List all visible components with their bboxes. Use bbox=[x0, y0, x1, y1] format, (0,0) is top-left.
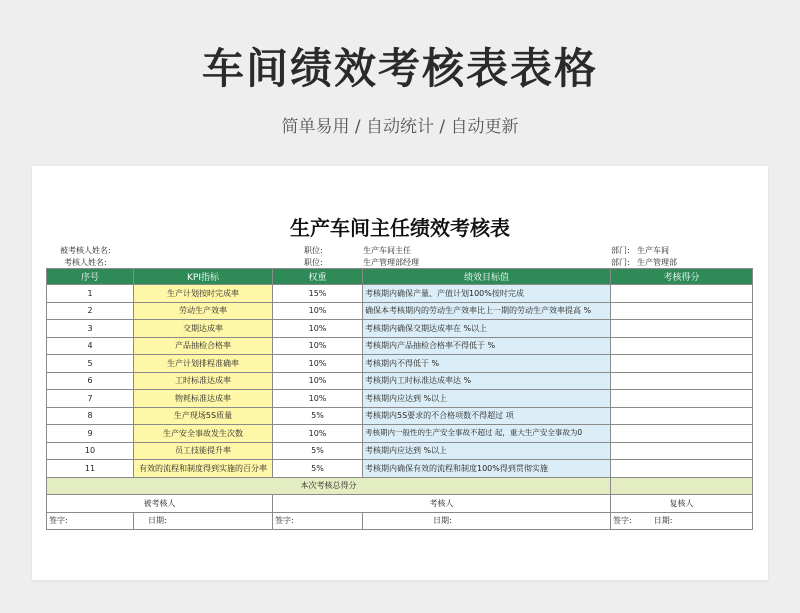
table-row bbox=[47, 442, 753, 460]
table-row bbox=[47, 337, 753, 355]
row-kpi[interactable]: 交期达成率 bbox=[134, 320, 273, 338]
row-kpi[interactable]: 物耗标准达成率 bbox=[134, 390, 273, 408]
row-kpi[interactable]: 工时标准达成率 bbox=[134, 372, 273, 390]
row-kpi[interactable]: 生产现场5S质量 bbox=[134, 407, 273, 425]
col-header-no: 序号 bbox=[47, 269, 134, 285]
dept-value-1: 生产车间 bbox=[637, 246, 669, 255]
table-row bbox=[47, 425, 753, 443]
row-score[interactable] bbox=[611, 460, 753, 478]
table-row bbox=[47, 285, 753, 303]
reviewer-sign-label: 签字: bbox=[613, 516, 632, 526]
row-weight[interactable]: 5% bbox=[273, 460, 363, 478]
reviewer-date-label: 日期: bbox=[653, 516, 673, 526]
sheet-title: 生产车间主任绩效考核表 bbox=[290, 216, 510, 240]
assessor-sign-label[interactable]: 签字: bbox=[273, 512, 363, 530]
position-value-2: 生产管理部经理 bbox=[363, 258, 419, 267]
total-score-label: 本次考核总得分 bbox=[47, 477, 611, 495]
row-kpi[interactable]: 生产计划按时完成率 bbox=[134, 285, 273, 303]
assessor-name-label: 考核人姓名: bbox=[64, 258, 107, 267]
position-label-1: 职位: bbox=[304, 246, 323, 255]
row-target[interactable]: 考核期内工时标准达成率达 % bbox=[363, 372, 611, 390]
row-kpi[interactable]: 生产安全事故发生次数 bbox=[134, 425, 273, 443]
row-target[interactable]: 考核期内一般性的生产安全事故不超过 起，重大生产安全事故为0 bbox=[363, 425, 611, 443]
col-header-kpi: KPI指标 bbox=[134, 269, 273, 285]
row-score[interactable] bbox=[611, 442, 753, 460]
row-no[interactable]: 10 bbox=[47, 442, 134, 460]
kpi-table bbox=[46, 268, 753, 530]
page-title: 车间绩效考核表表格 bbox=[201, 44, 598, 93]
table-row bbox=[47, 407, 753, 425]
col-header-score: 考核得分 bbox=[611, 269, 753, 285]
assessor-date-label[interactable]: 日期: bbox=[363, 512, 611, 530]
row-score[interactable] bbox=[611, 285, 753, 303]
row-score[interactable] bbox=[611, 390, 753, 408]
row-kpi[interactable]: 有效的流程和制度得到实施的百分率 bbox=[134, 460, 273, 478]
row-score[interactable] bbox=[611, 302, 753, 320]
row-kpi[interactable]: 劳动生产效率 bbox=[134, 302, 273, 320]
row-target[interactable]: 考核期内不得低于 % bbox=[363, 355, 611, 373]
table-row bbox=[47, 302, 753, 320]
row-target[interactable]: 考核期内应达到 %以上 bbox=[363, 442, 611, 460]
reviewer-sign-date[interactable] bbox=[611, 512, 753, 530]
row-no[interactable]: 6 bbox=[47, 372, 134, 390]
row-weight[interactable]: 10% bbox=[273, 355, 363, 373]
row-score[interactable] bbox=[611, 425, 753, 443]
row-weight[interactable]: 5% bbox=[273, 442, 363, 460]
row-no[interactable]: 11 bbox=[47, 460, 134, 478]
assessee-name-label: 被考核人姓名: bbox=[60, 246, 111, 255]
row-score[interactable] bbox=[611, 320, 753, 338]
row-weight[interactable]: 15% bbox=[273, 285, 363, 303]
table-row bbox=[47, 320, 753, 338]
page-subtitle: 简单易用 / 自动统计 / 自动更新 bbox=[281, 117, 519, 137]
dept-label-1: 部门: bbox=[611, 246, 630, 255]
position-value-1: 生产车间主任 bbox=[363, 246, 411, 255]
assessor-role: 考核人 bbox=[273, 495, 611, 513]
total-score-value[interactable] bbox=[611, 477, 753, 495]
position-label-2: 职位: bbox=[304, 258, 323, 267]
assessee-role: 被考核人 bbox=[47, 495, 273, 513]
row-score[interactable] bbox=[611, 337, 753, 355]
table-header-row bbox=[47, 269, 753, 285]
row-weight[interactable]: 5% bbox=[273, 407, 363, 425]
row-no[interactable]: 2 bbox=[47, 302, 134, 320]
col-header-target: 绩效目标值 bbox=[363, 269, 611, 285]
table-row bbox=[47, 355, 753, 373]
row-weight[interactable]: 10% bbox=[273, 390, 363, 408]
table-row bbox=[47, 460, 753, 478]
table-row bbox=[47, 372, 753, 390]
row-target[interactable]: 确保本考核期内的劳动生产效率比上一期的劳动生产效率提高 % bbox=[363, 302, 611, 320]
row-kpi[interactable]: 产品抽检合格率 bbox=[134, 337, 273, 355]
signature-sign-row bbox=[47, 512, 753, 530]
total-score-row bbox=[47, 477, 753, 495]
assessee-sign-label[interactable]: 签字: bbox=[47, 512, 134, 530]
row-no[interactable]: 1 bbox=[47, 285, 134, 303]
row-no[interactable]: 7 bbox=[47, 390, 134, 408]
row-no[interactable]: 5 bbox=[47, 355, 134, 373]
row-target[interactable]: 考核期内应达到 %以上 bbox=[363, 390, 611, 408]
row-target[interactable]: 考核期内产品抽检合格率不得低于 % bbox=[363, 337, 611, 355]
row-no[interactable]: 4 bbox=[47, 337, 134, 355]
assessee-date-label[interactable]: 日期: bbox=[134, 512, 273, 530]
row-target[interactable]: 考核期内确保产量、产值计划100%按时完成 bbox=[363, 285, 611, 303]
row-no[interactable]: 9 bbox=[47, 425, 134, 443]
table-row bbox=[47, 390, 753, 408]
dept-value-2: 生产管理部 bbox=[637, 258, 677, 267]
row-weight[interactable]: 10% bbox=[273, 337, 363, 355]
row-target[interactable]: 考核期内确保有效的流程和制度100%得到贯彻实施 bbox=[363, 460, 611, 478]
row-weight[interactable]: 10% bbox=[273, 425, 363, 443]
row-score[interactable] bbox=[611, 355, 753, 373]
row-target[interactable]: 考核期内5S要求的不合格项数不得超过 项 bbox=[363, 407, 611, 425]
signature-role-row bbox=[47, 495, 753, 513]
row-kpi[interactable]: 员工技能提升率 bbox=[134, 442, 273, 460]
dept-label-2: 部门: bbox=[611, 258, 630, 267]
row-target[interactable]: 考核期内确保交期达成率在 %以上 bbox=[363, 320, 611, 338]
row-kpi[interactable]: 生产计划排程准确率 bbox=[134, 355, 273, 373]
row-weight[interactable]: 10% bbox=[273, 320, 363, 338]
row-score[interactable] bbox=[611, 407, 753, 425]
col-header-weight: 权重 bbox=[273, 269, 363, 285]
row-score[interactable] bbox=[611, 372, 753, 390]
row-weight[interactable]: 10% bbox=[273, 372, 363, 390]
row-no[interactable]: 3 bbox=[47, 320, 134, 338]
reviewer-role: 复核人 bbox=[611, 495, 753, 513]
spreadsheet-sheet bbox=[32, 166, 768, 580]
row-no[interactable]: 8 bbox=[47, 407, 134, 425]
row-weight[interactable]: 10% bbox=[273, 302, 363, 320]
